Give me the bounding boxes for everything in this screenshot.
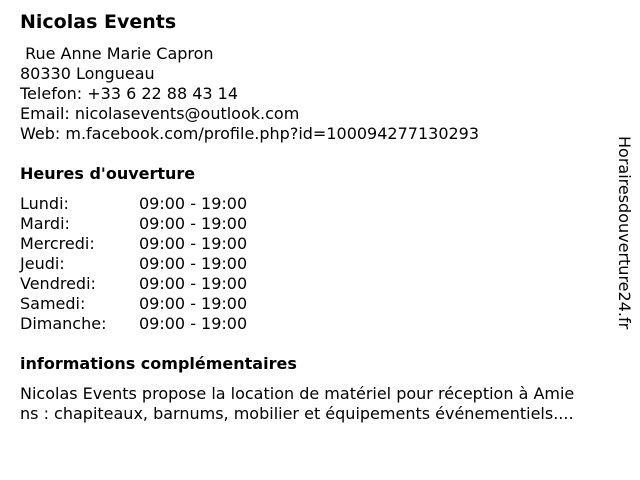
day-label: Lundi: — [20, 194, 69, 213]
day-label: Jeudi: — [20, 254, 65, 273]
day-label: Mardi: — [20, 214, 70, 233]
street-address: Rue Anne Marie Capron — [20, 44, 214, 63]
website-url: Web: m.facebook.com/profile.php?id=100094277130293 — [20, 124, 480, 143]
email-address: Email: nicolasevents@outlook.com — [20, 104, 300, 123]
city-postcode: 80330 Longueau — [20, 64, 155, 83]
phone-number: Telefon: +33 6 22 88 43 14 — [20, 84, 239, 103]
day-label: Dimanche: — [20, 314, 107, 333]
business-description — [20, 384, 630, 424]
time-range: 09:00 - 19:00 — [139, 194, 248, 213]
day-label: Mercredi: — [20, 234, 95, 253]
description-line: ns : chapiteaux, barnums, mobilier et équipements événementiels.... — [20, 404, 574, 423]
time-range: 09:00 - 19:00 — [139, 294, 248, 313]
time-range: 09:00 - 19:00 — [139, 314, 248, 333]
contact-block — [20, 44, 479, 144]
description-line: Nicolas Events propose la location de matériel pour réception à Amie — [20, 384, 575, 403]
additional-info-heading: informations complémentaires — [20, 354, 297, 373]
site-watermark: Horairesdouverture24.fr — [615, 136, 634, 330]
day-label: Samedi: — [20, 294, 86, 313]
opening-hours-heading: Heures d'ouverture — [20, 164, 196, 183]
business-name: Nicolas Events — [20, 11, 177, 33]
time-range: 09:00 - 19:00 — [139, 214, 248, 233]
time-range: 09:00 - 19:00 — [139, 274, 248, 293]
day-label: Vendredi: — [20, 274, 96, 293]
time-range: 09:00 - 19:00 — [139, 234, 248, 253]
time-range: 09:00 - 19:00 — [139, 254, 248, 273]
